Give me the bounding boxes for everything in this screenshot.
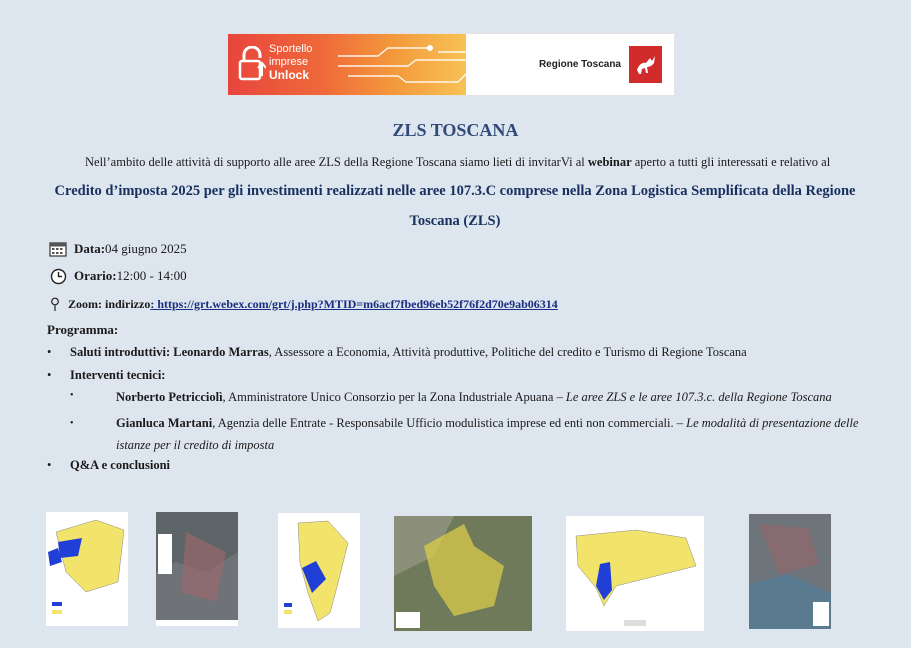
date-row bbox=[48, 240, 187, 258]
regione-toscana-pegasus-icon bbox=[629, 46, 662, 83]
page-title: ZLS TOSCANA bbox=[392, 120, 519, 140]
webinar-subject: Credito d’imposta 2025 per gli investimenti realizzati nelle aree 107.3.C comprese nella Zona Logistica Semplificata della Regione Toscana (ZLS) bbox=[54, 183, 856, 229]
header-banner bbox=[228, 34, 674, 95]
map-thumbnail-5 bbox=[566, 516, 704, 631]
zoom-link[interactable]: : https://grt.webex.com/grt/j.php?MTID=m6acf7fbed96eb52f76f2d70e9ab06314 bbox=[150, 296, 558, 311]
list-item: • Saluti introduttivi: Leonardo Marras, Assessore a Economia, Attività produttive, Politiche del credito e Turismo di Regione Toscana bbox=[47, 345, 747, 359]
sub-list-item: • Gianluca Martani, Agenzia delle Entrate - Responsabile Ufficio modulistica imprese ed enti non commerciali. – Le modalità di presentazione delle istanze per il credito di imposta bbox=[70, 416, 859, 452]
item3-bold: Q&A e conclusioni bbox=[70, 458, 171, 472]
map-thumbnail-3 bbox=[278, 513, 360, 628]
sub1-italic: Le aree ZLS e le aree 107.3.c. della Regione Toscana bbox=[565, 390, 832, 404]
sub2-bold: Gianluca Martani bbox=[116, 416, 213, 430]
programma-title: Programma: bbox=[47, 322, 119, 337]
intro-after: aperto a tutti gli interessati e relativo al bbox=[631, 155, 831, 169]
brand-line-1: Sportello bbox=[269, 43, 313, 55]
brand-line-3: Unlock bbox=[269, 68, 310, 82]
time-label: Orario: bbox=[74, 268, 117, 283]
sub-list-item: • Norberto Petricciolì, Amministratore Unico Consorzio per la Zona Industriale Apuana – Le aree ZLS e le aree 107.3.c. della Regione Toscana bbox=[70, 390, 832, 404]
intro-webinar: webinar bbox=[587, 155, 632, 169]
calendar-icon bbox=[48, 240, 68, 258]
list-item: • Q&A e conclusioni bbox=[47, 458, 171, 472]
lock-icon bbox=[238, 46, 266, 82]
sub1-bold: Norberto Petricciolì bbox=[116, 390, 223, 404]
clock-icon bbox=[48, 267, 68, 285]
time-row bbox=[48, 267, 187, 285]
item2-bold: Interventi tecnici: bbox=[70, 368, 166, 382]
time-value: 12:00 - 14:00 bbox=[116, 268, 187, 283]
map-thumbnail-6 bbox=[749, 514, 831, 629]
intro-before: Nell’ambito delle attività di supporto alle aree ZLS della Regione Toscana siamo lieti di invitarVi al bbox=[85, 155, 588, 169]
map-thumbnail-2 bbox=[156, 512, 238, 626]
intro-text bbox=[85, 155, 830, 170]
sportello-unlock-logo bbox=[228, 34, 466, 95]
item1-bold: Saluti introduttivi: Leonardo Marras bbox=[70, 345, 269, 359]
date-label: Data: bbox=[74, 241, 106, 256]
zoom-label: Zoom: indirizzo bbox=[68, 296, 151, 311]
pin-icon bbox=[48, 295, 62, 313]
map-thumbnail-4 bbox=[394, 516, 532, 631]
sub2-rest: , Agenzia delle Entrate - Responsabile Ufficio modulistica imprese ed enti non commerciali. – bbox=[212, 416, 687, 430]
sub1-rest: , Amministratore Unico Consorzio per la Zona Industriale Apuana – bbox=[222, 390, 566, 404]
zoom-row bbox=[48, 295, 558, 313]
brand-line-2: imprese bbox=[269, 56, 309, 68]
date-value: 04 giugno 2025 bbox=[105, 241, 187, 256]
regione-toscana-label: Regione Toscana bbox=[538, 59, 621, 70]
item1-rest: , Assessore a Economia, Attività produttive, Politiche del credito e Turismo di Regione Toscana bbox=[268, 345, 747, 359]
list-item: • Interventi tecnici: bbox=[47, 368, 166, 382]
sub2-italic: Le modalità di presentazione delle istanze per il credito di imposta bbox=[116, 416, 859, 452]
map-thumbnail-1 bbox=[46, 512, 128, 626]
